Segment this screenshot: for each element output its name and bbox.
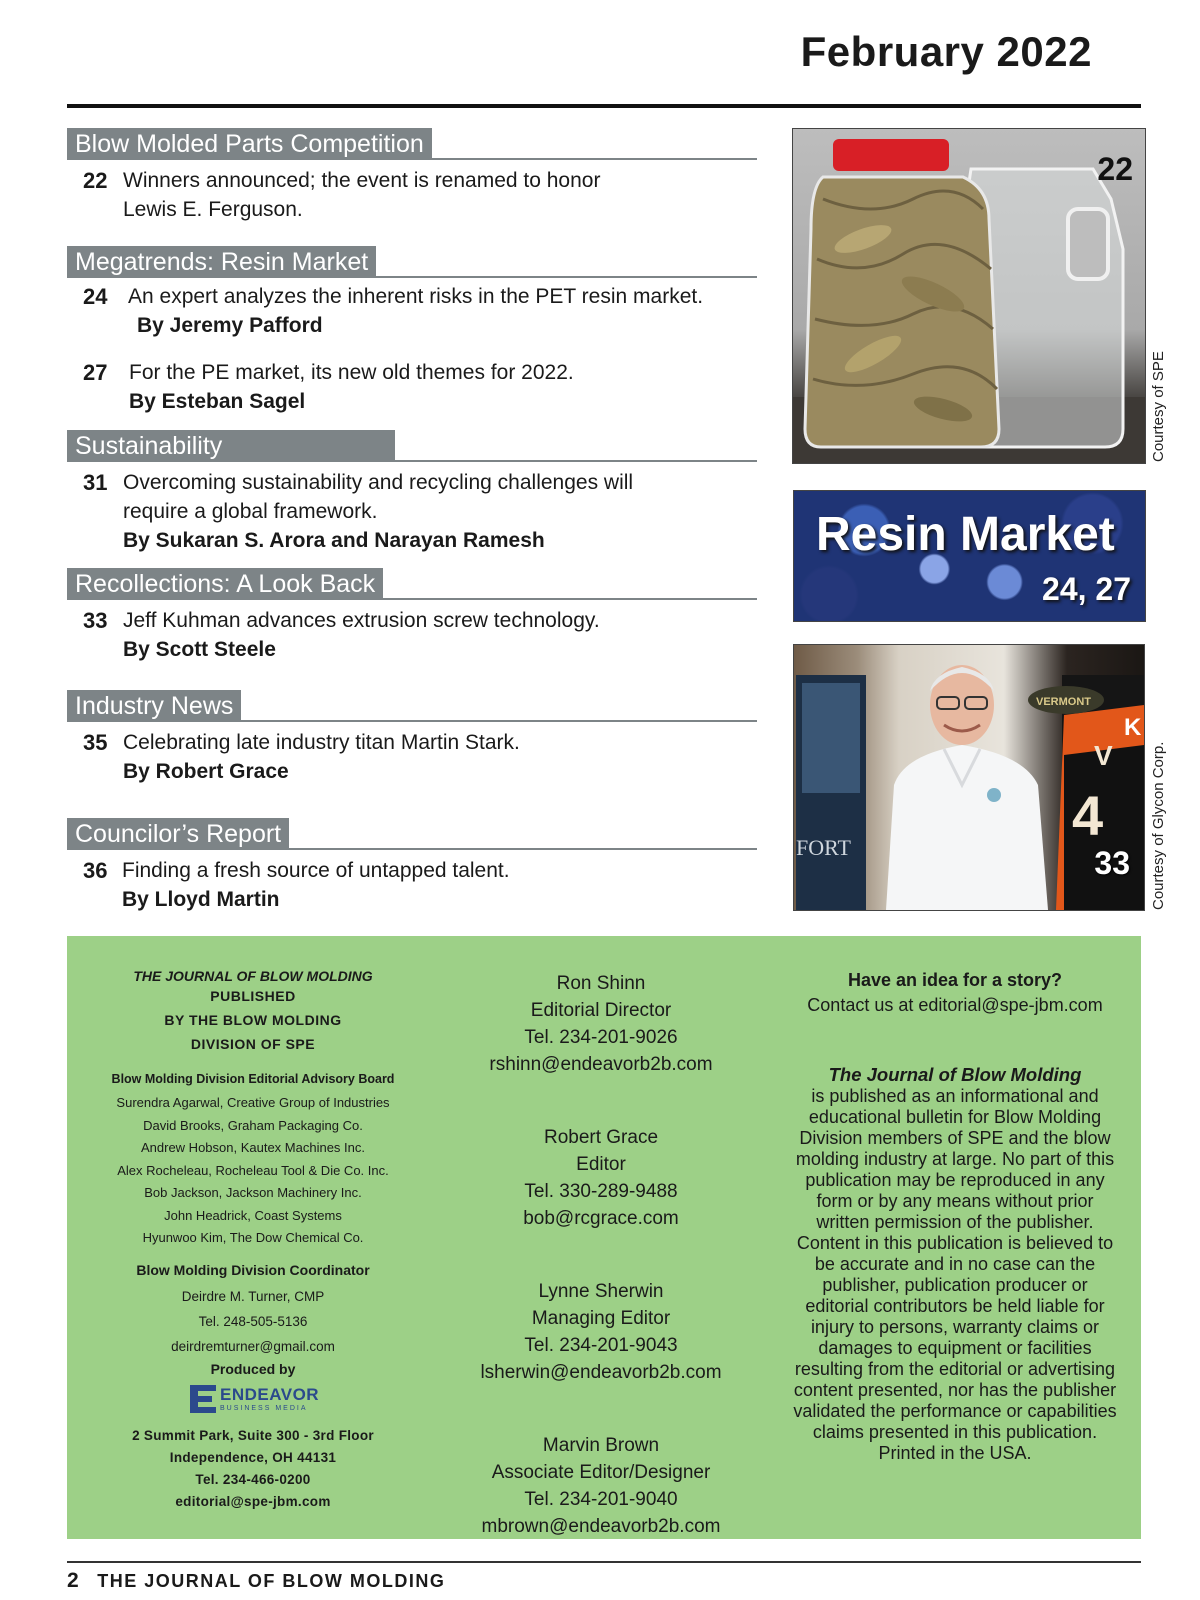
board-member: Alex Rocheleau, Rocheleau Tool & Die Co. Inc. — [117, 1162, 389, 1178]
address-phone: Tel. 234-466-0200 — [195, 1471, 311, 1487]
board-member: Surendra Agarwal, Creative Group of Industries — [116, 1095, 390, 1110]
endeavor-logo-word: ENDEAVOR — [220, 1384, 320, 1404]
coordinator-email[interactable]: deirdremturner@gmail.com — [171, 1338, 335, 1354]
staff-email[interactable]: rshinn@endeavorb2b.com — [489, 1054, 713, 1075]
toc-entry-byline: By Lloyd Martin — [122, 888, 280, 911]
address-line: Independence, OH 44131 — [169, 1449, 337, 1465]
publisher-line: DIVISION OF SPE — [190, 1036, 316, 1052]
toc-page-number: 22 — [83, 168, 108, 193]
jersey-letter: V — [1094, 740, 1113, 771]
staff-phone: Tel. 330-289-9488 — [524, 1181, 678, 1202]
staff-role: Associate Editor/Designer — [491, 1462, 711, 1483]
staff-name: Lynne Sherwin — [538, 1281, 664, 1302]
sign-text: FORT — [796, 835, 851, 860]
section-label: Megatrends: Resin Market — [67, 246, 376, 278]
toc-entry-byline: By Jeremy Pafford — [137, 314, 323, 337]
top-rule — [67, 104, 1141, 108]
toc-page-number: 36 — [83, 858, 108, 883]
staff-block-lynne-sherwin — [439, 1278, 763, 1386]
staff-email[interactable]: bob@rcgrace.com — [523, 1208, 679, 1229]
jersey-corner-letter: K — [1124, 714, 1142, 741]
toc-entry-text: Overcoming sustainability and recycling challenges will — [123, 471, 634, 494]
toc-entry-text: For the PE market, its new old themes for 2022. — [129, 361, 574, 384]
staff-role: Editor — [576, 1154, 626, 1175]
endeavor-logo-sub: BUSINESS MEDIA — [220, 1404, 308, 1412]
endeavor-logo — [188, 1383, 318, 1419]
photo-page-number: 22 — [1097, 151, 1133, 187]
staff-role: Managing Editor — [531, 1308, 671, 1329]
toc-entry-text-cont: require a global framework. — [123, 500, 378, 523]
story-idea-contact[interactable]: Contact us at editorial@spe-jbm.com — [807, 995, 1103, 1015]
journal-name: THE JOURNAL OF BLOW MOLDING — [133, 968, 373, 984]
resin-market-title: Resin Market — [816, 508, 1115, 561]
produced-by-label: Produced by — [210, 1360, 296, 1377]
section-label: Industry News — [67, 690, 241, 722]
story-idea-title: Have an idea for a story? — [847, 970, 1063, 990]
jar-photo[interactable] — [792, 128, 1146, 464]
endeavor-logo-icon — [188, 1383, 218, 1415]
section-label: Blow Molded Parts Competition — [67, 128, 432, 160]
section-label: Councilor’s Report — [67, 818, 289, 850]
jar-illustration — [793, 129, 1145, 463]
toc-entry-text: Jeff Kuhman advances extrusion screw technology. — [123, 609, 600, 632]
staff-phone: Tel. 234-201-9026 — [524, 1027, 678, 1048]
toc-entry-byline: By Sukaran S. Arora and Narayan Ramesh — [123, 529, 545, 552]
footer-rule — [67, 1561, 1141, 1563]
publisher-line: BY THE BLOW MOLDING — [164, 1012, 342, 1028]
advisory-board-list — [67, 1092, 439, 1250]
staff-name: Marvin Brown — [542, 1435, 660, 1456]
toc-entry-byline: By Scott Steele — [123, 638, 276, 661]
footer — [67, 1569, 445, 1593]
toc-entry-byline: By Esteban Sagel — [129, 390, 306, 413]
toc-entry-text: Finding a fresh source of untapped talent. — [122, 859, 510, 882]
toc-page-number: 27 — [83, 360, 108, 385]
toc-entry-text: An expert analyzes the inherent risks in the PET resin market. — [128, 285, 704, 308]
coordinator-name: Deirdre M. Turner, CMP — [181, 1288, 325, 1304]
staff-name: Robert Grace — [543, 1127, 659, 1148]
photo-credit: Courtesy of Glycon Corp. — [1150, 741, 1167, 910]
board-member: Andrew Hobson, Kautex Machines Inc. — [140, 1140, 365, 1155]
footer-page-number: 2 — [67, 1569, 79, 1592]
page-title: February 2022 — [800, 28, 1092, 75]
masthead-box — [67, 936, 1141, 1539]
staff-block-ron-shinn — [439, 970, 763, 1078]
masthead-staff-column — [439, 936, 763, 1540]
board-member: Bob Jackson, Jackson Machinery Inc. — [144, 1185, 362, 1200]
toc-page-number: 35 — [83, 730, 108, 755]
staff-role: Editorial Director — [530, 1000, 672, 1021]
toc-page-number: 31 — [83, 470, 108, 495]
masthead-right-column — [785, 936, 1125, 1464]
photo-page-number: 33 — [1094, 845, 1130, 881]
section-label: Sustainability — [67, 430, 395, 462]
toc-entry-byline: By Robert Grace — [123, 760, 289, 783]
staff-block-marvin-brown — [439, 1432, 763, 1540]
portrait-illustration — [794, 645, 1144, 910]
staff-email[interactable]: lsherwin@endeavorb2b.com — [480, 1362, 722, 1383]
publisher-line: PUBLISHED — [210, 988, 296, 1004]
toc-page-number: 24 — [83, 284, 108, 309]
portrait-photo[interactable] — [793, 644, 1145, 911]
coordinator-title: Blow Molding Division Coordinator — [136, 1261, 370, 1278]
board-member: John Headrick, Coast Systems — [164, 1207, 342, 1223]
resin-market-pages: 24, 27 — [1042, 571, 1131, 607]
disclaimer-text: is published as an informational and educational bulletin for Blow Molding Division members of SPE and the blow molding industry at large. No part of this publication may be reproduced in any form or by any means without prior written permission of the publisher. Content in this publication is believed to be accurate and in no case can the publisher, publication producer or editorial contributors be held liable for injury to persons, warranty claims or damages to equipment or facilities resulting from the editorial or advertising content presented, nor has the publisher validated the performance or capabilities claims presented in this publication. Printed in the USA. — [793, 1086, 1117, 1463]
staff-name: Ron Shinn — [556, 973, 646, 994]
toc-entry-text-cont: Lewis E. Ferguson. — [123, 198, 303, 221]
staff-phone: Tel. 234-201-9040 — [524, 1489, 678, 1510]
board-member: David Brooks, Graham Packaging Co. — [143, 1117, 363, 1133]
patch-text: VERMONT — [1036, 696, 1091, 708]
address-line: 2 Summit Park, Suite 300 - 3rd Floor — [132, 1427, 374, 1443]
staff-phone: Tel. 234-201-9043 — [524, 1335, 678, 1356]
jersey-number: 4 — [1072, 784, 1104, 847]
staff-block-robert-grace — [439, 1124, 763, 1232]
advisory-board-title: Blow Molding Division Editorial Advisory Board — [111, 1072, 395, 1086]
photo-credit: Courtesy of SPE — [1150, 351, 1167, 462]
toc-entry-text: Celebrating late industry titan Martin Stark. — [123, 731, 520, 754]
board-member: Hyunwoo Kim, The Dow Chemical Co. — [142, 1230, 364, 1245]
resin-market-photo[interactable] — [793, 490, 1146, 622]
disclaimer-title: The Journal of Blow Molding — [828, 1064, 1082, 1085]
toc-page-number: 33 — [83, 608, 108, 633]
staff-email[interactable]: mbrown@endeavorb2b.com — [481, 1516, 721, 1537]
masthead-left-column — [67, 936, 439, 1513]
section-label: Recollections: A Look Back — [67, 568, 383, 600]
address-email[interactable]: editorial@spe-jbm.com — [175, 1493, 331, 1509]
coordinator-phone: Tel. 248-505-5136 — [198, 1313, 308, 1329]
footer-journal-name: THE JOURNAL OF BLOW MOLDING — [97, 1571, 446, 1591]
toc-entry-text: Winners announced; the event is renamed to honor — [123, 169, 601, 192]
